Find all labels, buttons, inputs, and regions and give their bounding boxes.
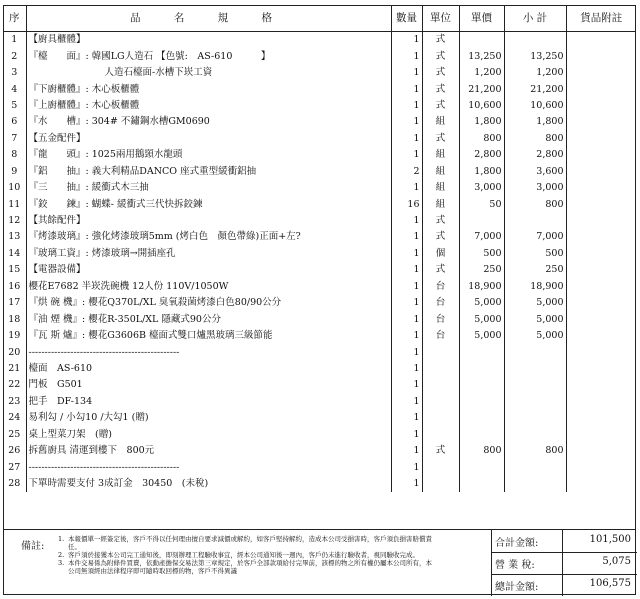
cell-remark [566, 131, 636, 147]
cell-subtotal [504, 410, 566, 426]
remark-note: 2. 客戶須於接獲本公司完工通知後，即刻辦理工程驗收事宜，經本公司通知後一週內，客戶仍未進行驗收者，視同驗收完成。 [58, 551, 419, 559]
cell-price [459, 459, 504, 475]
cell-unit: 式 [422, 32, 459, 49]
cell-unit: 組 [422, 114, 459, 130]
cell-subtotal: 250 [504, 262, 566, 278]
cell-qty: 1 [391, 459, 422, 475]
cell-remark [566, 196, 636, 212]
table-row [3, 147, 636, 163]
cell-qty: 16 [391, 196, 422, 212]
remark-note-text: 本件交易係為附條件買賣，依動產擔保交易法第三章規定，於客戶全部款項給付完畢前，該標的物之所有權仍屬本公司所有，本公司無須經由法律程序即可隨時取回標的物，客戶不得異議 [68, 559, 432, 575]
cell-qty: 1 [391, 394, 422, 410]
cell-spec: 『瓦 斯 爐』: 櫻花G3606B 檯面式雙口爐黑玻璃三級節能 [26, 328, 391, 344]
table-row [3, 443, 636, 459]
cell-qty: 1 [391, 427, 422, 443]
cell-remark [566, 328, 636, 344]
table-row [3, 131, 636, 147]
cell-spec: 『三 抽』: 緩衝式木三抽 [26, 180, 391, 196]
table-row [3, 295, 636, 311]
cell-qty: 1 [391, 65, 422, 81]
header-unit: 單位 [422, 5, 459, 32]
subtotal-label: 合計金額: [495, 538, 539, 549]
cell-remark [566, 114, 636, 130]
cell-subtotal: 3,000 [504, 180, 566, 196]
cell-subtotal: 800 [504, 131, 566, 147]
cell-no: 22 [3, 377, 26, 393]
cell-no: 26 [3, 443, 26, 459]
cell-spec: 『油 煙 機』: 櫻花R-350L/XL 隱藏式90公分 [26, 311, 391, 327]
cell-spec: 『玻璃工資』: 烤漆玻璃→開插座孔 [26, 246, 391, 262]
table-row [3, 213, 636, 229]
cell-subtotal: 3,600 [504, 164, 566, 180]
cell-no: 17 [3, 295, 26, 311]
cell-unit: 式 [422, 262, 459, 278]
header-remark: 貨品附註 [566, 5, 636, 32]
cell-subtotal: 13,250 [504, 48, 566, 64]
cell-no: 25 [3, 427, 26, 443]
cell-no: 7 [3, 131, 26, 147]
cell-unit [422, 410, 459, 426]
cell-remark [566, 213, 636, 229]
cell-spec: 櫻花E7682 半崁洗碗機 12人份 110V/1050W [26, 279, 391, 295]
cell-price: 5,000 [459, 295, 504, 311]
cell-price: 5,000 [459, 311, 504, 327]
cell-no: 15 [3, 262, 26, 278]
cell-spec: 【廚具櫃體】 [26, 32, 391, 49]
table-row [3, 279, 636, 295]
footer [3, 529, 636, 595]
cell-spec: 檯面 AS-610 [26, 361, 391, 377]
cell-price: 3,000 [459, 180, 504, 196]
table-row [3, 81, 636, 97]
table-row [3, 377, 636, 393]
cell-unit: 組 [422, 196, 459, 212]
cell-remark [566, 32, 636, 49]
cell-unit [422, 427, 459, 443]
cell-unit: 式 [422, 131, 459, 147]
cell-no: 4 [3, 81, 26, 97]
cell-qty: 1 [391, 410, 422, 426]
cell-subtotal [504, 344, 566, 360]
cell-subtotal: 5,000 [504, 328, 566, 344]
cell-no: 28 [3, 476, 26, 492]
cell-subtotal: 10,600 [504, 98, 566, 114]
cell-no: 10 [3, 180, 26, 196]
cell-qty: 1 [391, 476, 422, 492]
cell-subtotal [504, 476, 566, 492]
table-row [3, 476, 636, 492]
cell-no: 19 [3, 328, 26, 344]
cell-remark [566, 311, 636, 327]
cell-qty: 1 [391, 32, 422, 49]
total-row-grand [492, 574, 637, 596]
cell-unit: 式 [422, 213, 459, 229]
cell-price: 50 [459, 196, 504, 212]
cell-unit [422, 377, 459, 393]
cell-price: 500 [459, 246, 504, 262]
cell-qty: 1 [391, 328, 422, 344]
cell-unit [422, 344, 459, 360]
quotation-table [3, 5, 636, 492]
total-row-subtotal [492, 530, 637, 552]
cell-price: 18,900 [459, 279, 504, 295]
cell-remark [566, 443, 636, 459]
cell-qty: 1 [391, 180, 422, 196]
cell-price: 13,250 [459, 48, 504, 64]
cell-no: 16 [3, 279, 26, 295]
cell-price [459, 394, 504, 410]
cell-spec: 拆舊廚具 清運到樓下 800元 [26, 443, 391, 459]
cell-subtotal [504, 459, 566, 475]
cell-no: 20 [3, 344, 26, 360]
table-row [3, 361, 636, 377]
cell-remark [566, 295, 636, 311]
cell-price: 800 [459, 131, 504, 147]
cell-qty: 1 [391, 147, 422, 163]
cell-subtotal: 1,800 [504, 114, 566, 130]
cell-subtotal: 1,200 [504, 65, 566, 81]
remarks-notes [58, 535, 433, 575]
cell-price: 10,600 [459, 98, 504, 114]
cell-price [459, 213, 504, 229]
cell-no: 21 [3, 361, 26, 377]
cell-subtotal: 800 [504, 443, 566, 459]
table-row [3, 328, 636, 344]
total-row-tax [492, 552, 637, 574]
table-row [3, 262, 636, 278]
cell-qty: 1 [391, 131, 422, 147]
table-header-row [3, 5, 636, 32]
cell-remark [566, 476, 636, 492]
table-row [3, 98, 636, 114]
cell-remark [566, 344, 636, 360]
cell-remark [566, 164, 636, 180]
cell-qty: 1 [391, 311, 422, 327]
cell-remark [566, 180, 636, 196]
cell-unit: 台 [422, 328, 459, 344]
cell-subtotal [504, 361, 566, 377]
cell-subtotal: 2,800 [504, 147, 566, 163]
cell-no: 3 [3, 65, 26, 81]
cell-price: 250 [459, 262, 504, 278]
cell-qty: 1 [391, 279, 422, 295]
totals-box [491, 530, 637, 596]
header-subtotal: 小 計 [504, 5, 566, 32]
cell-subtotal: 5,000 [504, 295, 566, 311]
table-row [3, 114, 636, 130]
cell-spec: ----------------------------------------------- [26, 459, 391, 475]
cell-spec: 『上廚櫃體』: 木心板櫃體 [26, 98, 391, 114]
cell-spec: 【五金配件】 [26, 131, 391, 147]
cell-no: 1 [3, 32, 26, 49]
cell-price: 2,800 [459, 147, 504, 163]
table-row [3, 180, 636, 196]
cell-no: 14 [3, 246, 26, 262]
cell-price [459, 476, 504, 492]
table-row [3, 229, 636, 245]
cell-spec: 【電器設備】 [26, 262, 391, 278]
cell-price: 7,000 [459, 229, 504, 245]
cell-no: 2 [3, 48, 26, 64]
cell-price [459, 344, 504, 360]
table-row [3, 311, 636, 327]
cell-no: 12 [3, 213, 26, 229]
cell-remark [566, 459, 636, 475]
cell-unit: 式 [422, 65, 459, 81]
cell-subtotal: 18,900 [504, 279, 566, 295]
cell-qty: 1 [391, 344, 422, 360]
table-row [3, 32, 636, 49]
table-row [3, 196, 636, 212]
cell-no: 23 [3, 394, 26, 410]
tax-value: 5,075 [602, 556, 631, 567]
remark-note: 1. 本報價單一經簽定後，客戶不得以任何理由擅自要求減價或解約，如客戶堅持解約，造成本公司受損害時，客戶須負損害賠償責任。 [58, 535, 432, 551]
cell-no: 11 [3, 196, 26, 212]
cell-price: 1,200 [459, 65, 504, 81]
cell-remark [566, 279, 636, 295]
cell-qty: 1 [391, 81, 422, 97]
cell-price [459, 32, 504, 49]
cell-unit [422, 394, 459, 410]
cell-price [459, 361, 504, 377]
tax-label: 營 業 稅: [495, 560, 535, 571]
cell-no: 18 [3, 311, 26, 327]
cell-price [459, 410, 504, 426]
cell-price: 21,200 [459, 81, 504, 97]
table-row [3, 65, 636, 81]
cell-qty: 1 [391, 262, 422, 278]
cell-subtotal [504, 32, 566, 49]
cell-unit: 組 [422, 164, 459, 180]
cell-subtotal [504, 213, 566, 229]
cell-unit: 式 [422, 48, 459, 64]
cell-no: 8 [3, 147, 26, 163]
cell-spec: 【其餘配件】 [26, 213, 391, 229]
table-row [3, 394, 636, 410]
cell-price [459, 427, 504, 443]
cell-price: 5,000 [459, 328, 504, 344]
header-no: 序 [3, 5, 26, 32]
cell-spec: 桌上型菜刀架 (贈) [26, 427, 391, 443]
remark-note-text: 客戶須於接獲本公司完工通知後，即刻辦理工程驗收事宜，經本公司通知後一週內，客戶仍未進行驗收者，視同驗收完成。 [68, 551, 419, 559]
table-row [3, 427, 636, 443]
cell-no: 27 [3, 459, 26, 475]
cell-subtotal: 800 [504, 196, 566, 212]
header-price: 單價 [459, 5, 504, 32]
cell-subtotal [504, 394, 566, 410]
table-row [3, 344, 636, 360]
grand-total-label: 總計金額: [495, 582, 539, 593]
cell-subtotal [504, 427, 566, 443]
cell-remark [566, 262, 636, 278]
cell-spec: 『水 槽』: 304# 不鏽鋼水槽GM0690 [26, 114, 391, 130]
cell-qty: 1 [391, 361, 422, 377]
cell-subtotal: 7,000 [504, 229, 566, 245]
cell-spec: 『下廚櫃體』: 木心板櫃體 [26, 81, 391, 97]
cell-subtotal: 500 [504, 246, 566, 262]
cell-remark [566, 229, 636, 245]
cell-remark [566, 410, 636, 426]
cell-price [459, 377, 504, 393]
cell-spec: 『烤漆玻璃』: 強化烤漆玻璃5mm (烤白色 顏色帶綠)正面+左? [26, 229, 391, 245]
cell-price: 1,800 [459, 164, 504, 180]
cell-unit: 式 [422, 443, 459, 459]
cell-price: 800 [459, 443, 504, 459]
table-body [3, 32, 636, 493]
cell-no: 13 [3, 229, 26, 245]
remarks-label: 備註: [21, 541, 45, 552]
header-qty: 數量 [391, 5, 422, 32]
cell-unit: 個 [422, 246, 459, 262]
table-row [3, 410, 636, 426]
table-row [3, 459, 636, 475]
cell-no: 5 [3, 98, 26, 114]
cell-subtotal: 5,000 [504, 311, 566, 327]
cell-unit [422, 476, 459, 492]
cell-spec: 易利勾 / 小勾10 /大勾1 (贈) [26, 410, 391, 426]
cell-spec: 『鋁 抽』: 義大利精品DANCO 座式重型緩衝鋁抽 [26, 164, 391, 180]
cell-qty: 1 [391, 48, 422, 64]
cell-unit: 組 [422, 147, 459, 163]
cell-remark [566, 394, 636, 410]
table-row [3, 164, 636, 180]
cell-remark [566, 98, 636, 114]
cell-no: 6 [3, 114, 26, 130]
cell-remark [566, 246, 636, 262]
cell-price: 1,800 [459, 114, 504, 130]
cell-unit: 式 [422, 81, 459, 97]
cell-qty: 1 [391, 295, 422, 311]
cell-spec: 『烘 碗 機』: 櫻花Q370L/XL 臭氧殺菌烤漆白色80/90公分 [26, 295, 391, 311]
subtotal-value: 101,500 [589, 534, 631, 545]
cell-spec: 人造石檯面-水槽下崁工資 [26, 65, 391, 81]
cell-unit [422, 361, 459, 377]
remark-note-text: 本報價單一經簽定後，客戶不得以任何理由擅自要求減價或解約，如客戶堅持解約，造成本公司受損害時，客戶須負損害賠償責任。 [68, 535, 432, 551]
cell-remark [566, 81, 636, 97]
cell-spec: 『檯 面』: 韓國LG人造石 【色號: AS-610 】 [26, 48, 391, 64]
cell-unit [422, 459, 459, 475]
cell-unit: 台 [422, 279, 459, 295]
cell-remark [566, 65, 636, 81]
cell-spec: 把手 DF-134 [26, 394, 391, 410]
cell-remark [566, 147, 636, 163]
cell-unit: 組 [422, 180, 459, 196]
header-spec: 品 名 規 格 [26, 5, 391, 32]
cell-spec: 『龍 頭』: 1025兩用鵝頸水龍頭 [26, 147, 391, 163]
cell-qty: 1 [391, 246, 422, 262]
cell-unit: 台 [422, 311, 459, 327]
cell-remark [566, 361, 636, 377]
cell-unit: 式 [422, 229, 459, 245]
cell-remark [566, 48, 636, 64]
cell-subtotal: 21,200 [504, 81, 566, 97]
cell-subtotal [504, 377, 566, 393]
cell-qty: 1 [391, 114, 422, 130]
cell-remark [566, 427, 636, 443]
cell-qty: 2 [391, 164, 422, 180]
cell-no: 9 [3, 164, 26, 180]
cell-remark [566, 377, 636, 393]
cell-spec: 門板 G501 [26, 377, 391, 393]
table-row [3, 246, 636, 262]
remark-note: 3. 本件交易係為附條件買賣，依動產擔保交易法第三章規定，於客戶全部款項給付完畢前，該標的物之所有權仍屬本公司所有，本公司無須經由法律程序即可隨時取回標的物，客戶不得異議 [58, 559, 432, 575]
cell-qty: 1 [391, 213, 422, 229]
cell-qty: 1 [391, 229, 422, 245]
table-row [3, 48, 636, 64]
cell-qty: 1 [391, 443, 422, 459]
cell-spec: 下單時需要支付 3成訂金 30450 (未稅) [26, 476, 391, 492]
cell-unit: 台 [422, 295, 459, 311]
cell-no: 24 [3, 410, 26, 426]
cell-unit: 式 [422, 98, 459, 114]
grand-total-value: 106,575 [589, 578, 631, 589]
cell-qty: 1 [391, 98, 422, 114]
cell-qty: 1 [391, 377, 422, 393]
cell-spec: 『鉸 鍊』: 蝴蝶- 緩衝式三代快拆鉸鍊 [26, 196, 391, 212]
cell-spec: ----------------------------------------------- [26, 344, 391, 360]
